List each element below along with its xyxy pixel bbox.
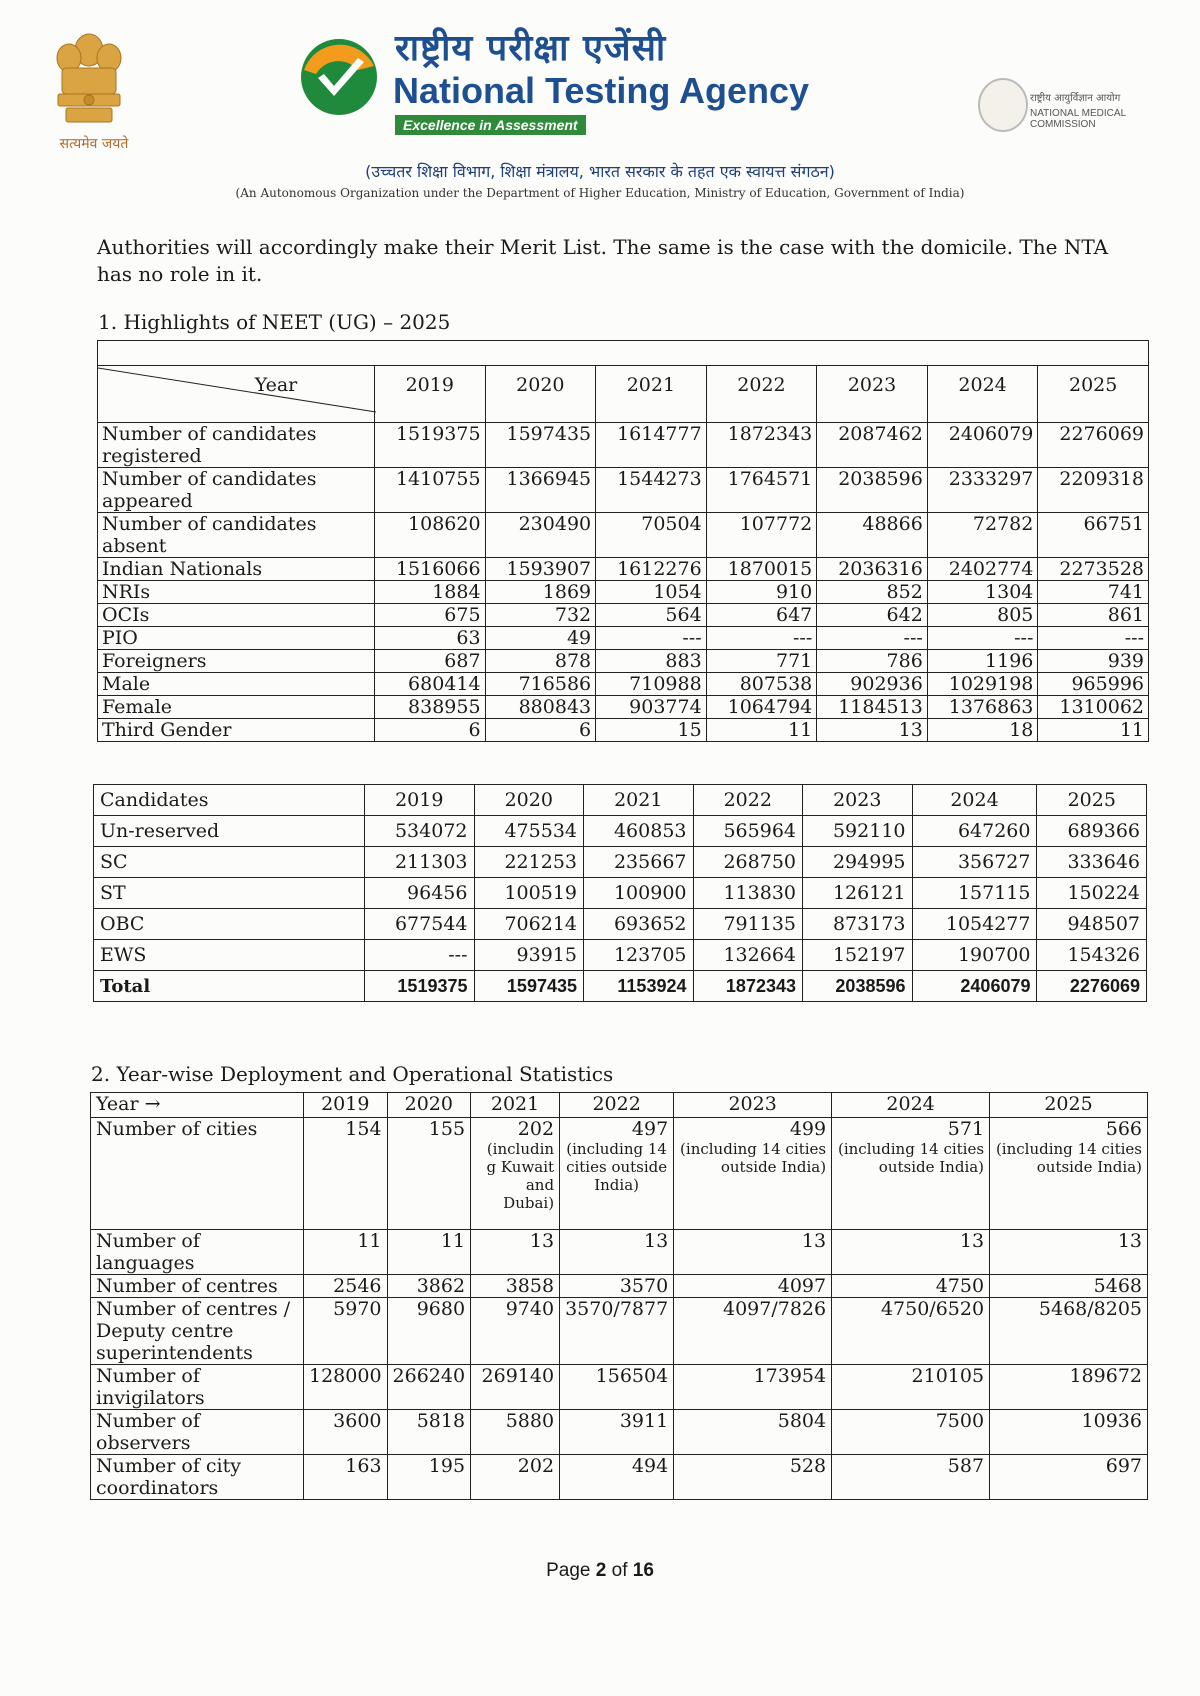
table-row [94, 816, 1147, 847]
year-cell: 2023 [803, 785, 913, 816]
table-row [98, 627, 1149, 650]
data-cell: 1544273 [596, 468, 707, 513]
data-cell: 13 [990, 1230, 1148, 1275]
data-cell: 1872343 [706, 423, 817, 468]
year-cell: 2020 [474, 785, 584, 816]
year-cell: 2025 [1038, 366, 1149, 423]
row-label: Number of city coordinators [91, 1455, 304, 1500]
data-cell: 128000 [304, 1365, 388, 1410]
table-row [91, 1298, 1148, 1365]
data-cell: 9680 [387, 1298, 471, 1365]
data-cell: 2273528 [1038, 558, 1149, 581]
data-cell: 861 [1038, 604, 1149, 627]
data-cell: 5880 [471, 1410, 560, 1455]
data-cell: 2036316 [817, 558, 928, 581]
data-cell: 1054277 [912, 909, 1037, 940]
data-cell: 1064794 [706, 696, 817, 719]
year-cell: 2021 [584, 785, 694, 816]
data-cell: 1196 [927, 650, 1038, 673]
data-cell: 123705 [584, 940, 694, 971]
table-row [94, 940, 1147, 971]
data-cell: 534072 [365, 816, 475, 847]
data-cell: 5804 [674, 1410, 832, 1455]
year-header: Year [254, 374, 298, 396]
data-cell: 163 [304, 1455, 388, 1500]
data-cell: --- [596, 627, 707, 650]
data-cell: 1410755 [375, 468, 486, 513]
diagonal-header-cell [98, 366, 375, 423]
data-cell: 587 [832, 1455, 990, 1500]
data-cell: 152197 [803, 940, 913, 971]
org-name-english: National Testing Agency [393, 70, 810, 111]
data-cell: 93915 [474, 940, 584, 971]
data-cell: 677544 [365, 909, 475, 940]
data-cell: 566 (including 14 cities outside India) [990, 1118, 1148, 1230]
data-cell: 771 [706, 650, 817, 673]
data-cell: 873173 [803, 909, 913, 940]
nmc-logo [978, 78, 1158, 138]
data-cell: 647 [706, 604, 817, 627]
data-cell: 6 [375, 719, 486, 742]
data-cell: 2406079 [927, 423, 1038, 468]
data-cell: 807538 [706, 673, 817, 696]
data-cell: 786 [817, 650, 928, 673]
data-cell: 266240 [387, 1365, 471, 1410]
data-cell: 571 (including 14 cities outside India) [832, 1118, 990, 1230]
data-cell: 642 [817, 604, 928, 627]
row-label: Foreigners [98, 650, 375, 673]
data-cell: 356727 [912, 847, 1037, 878]
data-cell: 528 [674, 1455, 832, 1500]
page-number: Page 2 of 16 [546, 1560, 654, 1581]
candidates-header: Candidates [94, 785, 365, 816]
data-cell: 18 [927, 719, 1038, 742]
nmc-emblem-icon [978, 78, 1028, 132]
data-cell: 107772 [706, 513, 817, 558]
data-cell: 4750/6520 [832, 1298, 990, 1365]
data-cell: 1304 [927, 581, 1038, 604]
data-cell: 3570/7877 [560, 1298, 674, 1365]
data-cell: --- [706, 627, 817, 650]
year-cell: 2020 [485, 366, 596, 423]
nmc-name-hindi: राष्ट्रीय आयुर्विज्ञान आयोग [1030, 93, 1121, 104]
table-row [94, 878, 1147, 909]
table-row [98, 650, 1149, 673]
total-label: Total [94, 971, 365, 1002]
data-cell: 2276069 [1038, 423, 1149, 468]
table-row [98, 604, 1149, 627]
row-label: OCIs [98, 604, 375, 627]
diagonal-line [98, 366, 376, 414]
subtitle-hindi: (उच्चतर शिक्षा विभाग, शिक्षा मंत्रालय, भारत सरकार के तहत एक स्वायत्त संगठन) [365, 162, 835, 181]
table-row [91, 1455, 1148, 1500]
data-cell: 5468/8205 [990, 1298, 1148, 1365]
row-label: EWS [94, 940, 365, 971]
data-cell: 13 [560, 1230, 674, 1275]
data-cell: 173954 [674, 1365, 832, 1410]
data-cell: 100900 [584, 878, 694, 909]
year-arrow-header: Year → [91, 1093, 304, 1118]
data-cell: --- [365, 940, 475, 971]
emblem-caption: सत्यमेव जयते [59, 136, 129, 152]
data-cell: 3570 [560, 1275, 674, 1298]
data-cell: 155 [387, 1118, 471, 1230]
year-cell: 2023 [674, 1093, 832, 1118]
data-cell: 1310062 [1038, 696, 1149, 719]
year-cell: 2019 [375, 366, 486, 423]
data-cell: 903774 [596, 696, 707, 719]
data-cell: 1184513 [817, 696, 928, 719]
data-cell: 741 [1038, 581, 1149, 604]
data-cell: 1029198 [927, 673, 1038, 696]
data-cell: 791135 [693, 909, 803, 940]
data-cell: 3600 [304, 1410, 388, 1455]
year-cell: 2025 [1037, 785, 1147, 816]
row-label: OBC [94, 909, 365, 940]
data-cell: 70504 [596, 513, 707, 558]
data-cell: 211303 [365, 847, 475, 878]
row-label: Indian Nationals [98, 558, 375, 581]
data-cell: 675 [375, 604, 486, 627]
total-cell: 2276069 [1037, 971, 1147, 1002]
year-cell: 2022 [706, 366, 817, 423]
data-cell: 4750 [832, 1275, 990, 1298]
data-cell: 13 [817, 719, 928, 742]
data-cell: --- [817, 627, 928, 650]
data-cell: 7500 [832, 1410, 990, 1455]
data-cell: 63 [375, 627, 486, 650]
data-cell: 902936 [817, 673, 928, 696]
year-cell: 2019 [365, 785, 475, 816]
org-name-hindi: राष्ट्रीय परीक्षा एजेंसी [395, 28, 667, 69]
data-cell: 687 [375, 650, 486, 673]
year-cell: 2020 [387, 1093, 471, 1118]
row-label: Female [98, 696, 375, 719]
row-label: Number of cities [91, 1118, 304, 1230]
table-row [91, 1365, 1148, 1410]
highlights-table [97, 340, 1149, 742]
data-cell: 11 [387, 1230, 471, 1275]
data-cell: 1376863 [927, 696, 1038, 719]
table-row [98, 581, 1149, 604]
data-cell: 710988 [596, 673, 707, 696]
data-cell: 13 [674, 1230, 832, 1275]
data-cell: 11 [304, 1230, 388, 1275]
category-table [93, 784, 1147, 1002]
data-cell: 221253 [474, 847, 584, 878]
data-cell: 3858 [471, 1275, 560, 1298]
row-label: SC [94, 847, 365, 878]
row-label: Number of languages [91, 1230, 304, 1275]
data-cell: 805 [927, 604, 1038, 627]
year-cell: 2023 [817, 366, 928, 423]
data-cell: 230490 [485, 513, 596, 558]
total-cell: 2406079 [912, 971, 1037, 1002]
data-cell: 154326 [1037, 940, 1147, 971]
data-cell: 1869 [485, 581, 596, 604]
total-cell: 1597435 [474, 971, 584, 1002]
state-emblem [44, 28, 140, 158]
row-label: Number of candidates registered [98, 423, 375, 468]
data-cell: 838955 [375, 696, 486, 719]
row-label: Number of centres / Deputy centre superintendents [91, 1298, 304, 1365]
year-cell: 2021 [596, 366, 707, 423]
data-cell: 732 [485, 604, 596, 627]
row-label: Number of candidates absent [98, 513, 375, 558]
data-cell: 965996 [1038, 673, 1149, 696]
data-cell: 15 [596, 719, 707, 742]
data-cell: 697 [990, 1455, 1148, 1500]
total-cell: 2038596 [803, 971, 913, 1002]
data-cell: 268750 [693, 847, 803, 878]
data-cell: 13 [471, 1230, 560, 1275]
data-cell: 6 [485, 719, 596, 742]
year-cell: 2019 [304, 1093, 388, 1118]
row-label: Number of invigilators [91, 1365, 304, 1410]
year-cell: 2022 [693, 785, 803, 816]
data-cell: 132664 [693, 940, 803, 971]
table-row [98, 719, 1149, 742]
data-cell: 680414 [375, 673, 486, 696]
nmc-name-english: NATIONAL MEDICAL COMMISSION [1030, 108, 1126, 130]
nta-check-logo-icon [298, 36, 380, 118]
data-cell: 4097/7826 [674, 1298, 832, 1365]
data-cell: 716586 [485, 673, 596, 696]
year-cell: 2024 [912, 785, 1037, 816]
org-tagline: Excellence in Assessment [395, 115, 586, 135]
table-row [94, 909, 1147, 940]
data-cell: 150224 [1037, 878, 1147, 909]
data-cell: 195 [387, 1455, 471, 1500]
subtitle-english: (An Autonomous Organization under the Department of Higher Education, Ministry of Education, Government of India) [235, 186, 965, 200]
data-cell: --- [927, 627, 1038, 650]
data-cell: 3911 [560, 1410, 674, 1455]
lion-capital-icon [44, 28, 134, 132]
data-cell: 11 [1038, 719, 1149, 742]
row-label: Un-reserved [94, 816, 365, 847]
data-cell: 880843 [485, 696, 596, 719]
data-cell: 2087462 [817, 423, 928, 468]
row-label: Male [98, 673, 375, 696]
total-row [94, 971, 1147, 1002]
data-cell: 497 (including 14 cities outside India) [560, 1118, 674, 1230]
data-cell: 565964 [693, 816, 803, 847]
data-cell: 156504 [560, 1365, 674, 1410]
data-cell: 1597435 [485, 423, 596, 468]
data-cell: 5468 [990, 1275, 1148, 1298]
year-cell: 2022 [560, 1093, 674, 1118]
row-label: Number of observers [91, 1410, 304, 1455]
year-cell: 2025 [990, 1093, 1148, 1118]
data-cell: 1870015 [706, 558, 817, 581]
data-cell: 2546 [304, 1275, 388, 1298]
data-cell: 10936 [990, 1410, 1148, 1455]
data-cell: 1884 [375, 581, 486, 604]
data-cell: 202 (includin g Kuwait and Dubai) [471, 1118, 560, 1230]
intro-paragraph: Authorities will accordingly make their Merit List. The same is the case with the domicile. The NTA has no role in it. [97, 235, 1109, 286]
data-cell: 878 [485, 650, 596, 673]
data-cell: 72782 [927, 513, 1038, 558]
row-label: Number of centres [91, 1275, 304, 1298]
total-cell: 1153924 [584, 971, 694, 1002]
data-cell: 4097 [674, 1275, 832, 1298]
data-cell: 189672 [990, 1365, 1148, 1410]
data-cell: 108620 [375, 513, 486, 558]
data-cell: 96456 [365, 878, 475, 909]
data-cell: 475534 [474, 816, 584, 847]
data-cell: 49 [485, 627, 596, 650]
total-cell: 1519375 [365, 971, 475, 1002]
data-cell: 2402774 [927, 558, 1038, 581]
table-row [98, 696, 1149, 719]
data-cell: 1612276 [596, 558, 707, 581]
data-cell: 939 [1038, 650, 1149, 673]
data-cell: 13 [832, 1230, 990, 1275]
data-cell: 499 (including 14 cities outside India) [674, 1118, 832, 1230]
data-cell: 126121 [803, 878, 913, 909]
section1-heading: 1. Highlights of NEET (UG) – 2025 [98, 310, 451, 334]
data-cell: 460853 [584, 816, 694, 847]
table-row [91, 1410, 1148, 1455]
data-cell: 202 [471, 1455, 560, 1500]
table-row [91, 1275, 1148, 1298]
table-row [98, 513, 1149, 558]
table-row [94, 847, 1147, 878]
table-row [98, 558, 1149, 581]
data-cell: 2038596 [817, 468, 928, 513]
data-cell: 5970 [304, 1298, 388, 1365]
data-cell: 11 [706, 719, 817, 742]
data-cell: 66751 [1038, 513, 1149, 558]
data-cell: 9740 [471, 1298, 560, 1365]
data-cell: 2333297 [927, 468, 1038, 513]
year-cell: 2021 [471, 1093, 560, 1118]
table-row [91, 1230, 1148, 1275]
section2-heading: 2. Year-wise Deployment and Operational Statistics [91, 1062, 614, 1086]
data-cell: 2209318 [1038, 468, 1149, 513]
data-cell: 1516066 [375, 558, 486, 581]
data-cell: 1764571 [706, 468, 817, 513]
data-cell: 564 [596, 604, 707, 627]
data-cell: 154 [304, 1118, 388, 1230]
data-cell: 647260 [912, 816, 1037, 847]
table-row [98, 468, 1149, 513]
data-cell: 48866 [817, 513, 928, 558]
data-cell: 210105 [832, 1365, 990, 1410]
data-cell: 689366 [1037, 816, 1147, 847]
data-cell: 1519375 [375, 423, 486, 468]
data-cell: 1054 [596, 581, 707, 604]
cities-row [91, 1118, 1148, 1230]
total-cell: 1872343 [693, 971, 803, 1002]
data-cell: --- [1038, 627, 1149, 650]
table-row [98, 423, 1149, 468]
row-label: Third Gender [98, 719, 375, 742]
data-cell: 3862 [387, 1275, 471, 1298]
data-cell: 5818 [387, 1410, 471, 1455]
data-cell: 494 [560, 1455, 674, 1500]
data-cell: 113830 [693, 878, 803, 909]
row-label: PIO [98, 627, 375, 650]
data-cell: 269140 [471, 1365, 560, 1410]
data-cell: 333646 [1037, 847, 1147, 878]
row-label: Number of candidates appeared [98, 468, 375, 513]
row-label: ST [94, 878, 365, 909]
deployment-table [90, 1092, 1148, 1500]
data-cell: 592110 [803, 816, 913, 847]
data-cell: 693652 [584, 909, 694, 940]
data-cell: 1366945 [485, 468, 596, 513]
data-cell: 294995 [803, 847, 913, 878]
table-top-band [98, 341, 1149, 366]
data-cell: 235667 [584, 847, 694, 878]
data-cell: 910 [706, 581, 817, 604]
data-cell: 948507 [1037, 909, 1147, 940]
table-row [98, 673, 1149, 696]
data-cell: 1614777 [596, 423, 707, 468]
data-cell: 190700 [912, 940, 1037, 971]
data-cell: 1593907 [485, 558, 596, 581]
row-label: NRIs [98, 581, 375, 604]
year-cell: 2024 [832, 1093, 990, 1118]
year-cell: 2024 [927, 366, 1038, 423]
data-cell: 100519 [474, 878, 584, 909]
data-cell: 706214 [474, 909, 584, 940]
data-cell: 883 [596, 650, 707, 673]
data-cell: 157115 [912, 878, 1037, 909]
data-cell: 852 [817, 581, 928, 604]
